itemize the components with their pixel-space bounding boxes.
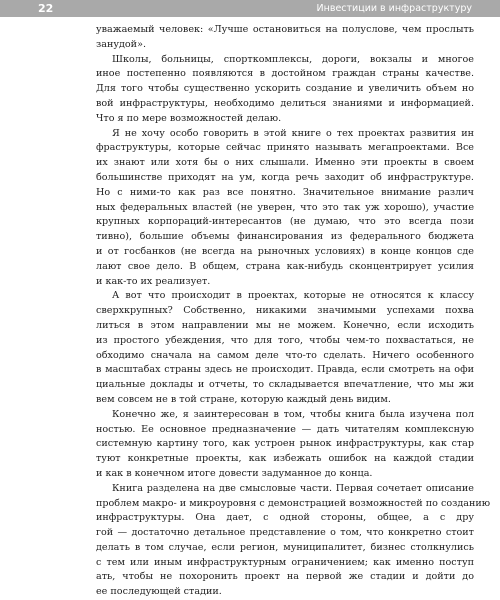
page-header [0,0,500,17]
text-line: вем совсем не в той стране, которую каждый день видим. [96,393,391,405]
body-text [96,23,491,600]
text-line: туют конкретные проекты, как избежать ошибок на каждой стадии [96,453,474,465]
text-line: иное постепенно появляются в достойном граждан страны качестве. [96,68,474,80]
text-line: фраструктуры, которые сейчас принято называть мегапроектами. Все [96,142,474,154]
text-line: ее последующей стадии. [96,586,222,598]
text-line: проблем макро- и микроуровня с демонстрацией возможностей по созданию [96,497,491,509]
text-line: циальные доклады и отчеты, то складывается впечатление, что мы жи [96,379,474,391]
text-line: уважаемый человек: «Лучше остановиться на полуслове, чем прослыть [96,24,474,35]
text-line: системную картину того, как устроен рынок инфраструктуры, как стар [96,438,474,450]
text-line: Для того чтобы существенно ускорить создание и увеличить объем но [96,83,474,95]
text-line: литься в этом направлении мы не можем. Конечно, если исходить [96,319,474,331]
text-line: и как в конечном итоге довести задуманное до конца. [96,467,373,479]
page-number: 22 [38,2,54,15]
text-line: Я не хочу особо говорить в этой книге о тех проектах развития ин [112,127,474,139]
text-line: Школы, больницы, спорткомплексы, дороги, вокзалы и многое [112,53,474,65]
text-line: Что я по мере возможностей делаю. [96,112,282,124]
text-line: ностью. Ее основное предназначение — дать читателям комплексную [96,423,474,435]
text-line: вой инфраструктуры, необходимо делиться знаниями и информацией. [96,97,474,109]
text-line: с тем или иным инфраструктурным ограничением; как именно поступ [96,556,474,568]
text-line: тивно), большие объемы финансирования из федерального бюджета [96,231,474,243]
text-line: в масштабах страны здесь не происходит. Правда, если смотреть на офи [96,364,474,376]
text-line: обходимо сначала на самом деле что-то сделать. Ничего особенного [96,349,474,361]
text-line: и как-то их реализует. [96,275,211,287]
text-line: инфраструктуры. Она дает, с одной стороны, общее, а с дру [96,512,474,524]
text-line: крупных корпораций-интересантов (не думаю, что это всегда пози [96,216,474,228]
text-line: делать в том случае, если регион, муниципалитет, бизнес столкнулись [96,541,474,553]
text-line: из простого убеждения, что для того, чтобы чем-то похвастаться, не [96,334,474,346]
text-line: ать, чтобы не похоронить проект на первой же стадии и дойти до [96,571,474,583]
text-line: занудой». [96,38,146,50]
text-line: Конечно же, я заинтересован в том, чтобы книга была изучена пол [112,408,474,420]
text-line: и от госбанков (не всегда на рыночных условиях) в конце концов сде [96,245,474,257]
text-line: их знают или хотя бы о них слышали. Именно эти проекты в своем [96,157,474,169]
text-line: гой — достаточно детальное представление о том, что конкретно стоит [96,527,474,539]
text-line: А вот что происходит в проектах, которые не относятся к классу [112,290,474,302]
text-line: Книга разделена на две смысловые части. Первая сочетает описание [112,482,474,494]
running-title: Инвестиции в инфраструктуру [316,3,472,14]
text-line: ных федеральных властей (не уверен, что это так уж хорошо), участие [96,201,474,213]
text-line: сверхкрупных? Собственно, никакими значимыми успехами похва [96,305,474,317]
text-line: лают свое дело. В общем, страна как-нибудь сконцентрирует усилия [96,260,474,272]
text-line: большинстве приходят на ум, когда речь заходит об инфраструктуре. [96,171,474,183]
text-line: Но с ними-то как раз все понятно. Значительное внимание различ [96,186,474,198]
